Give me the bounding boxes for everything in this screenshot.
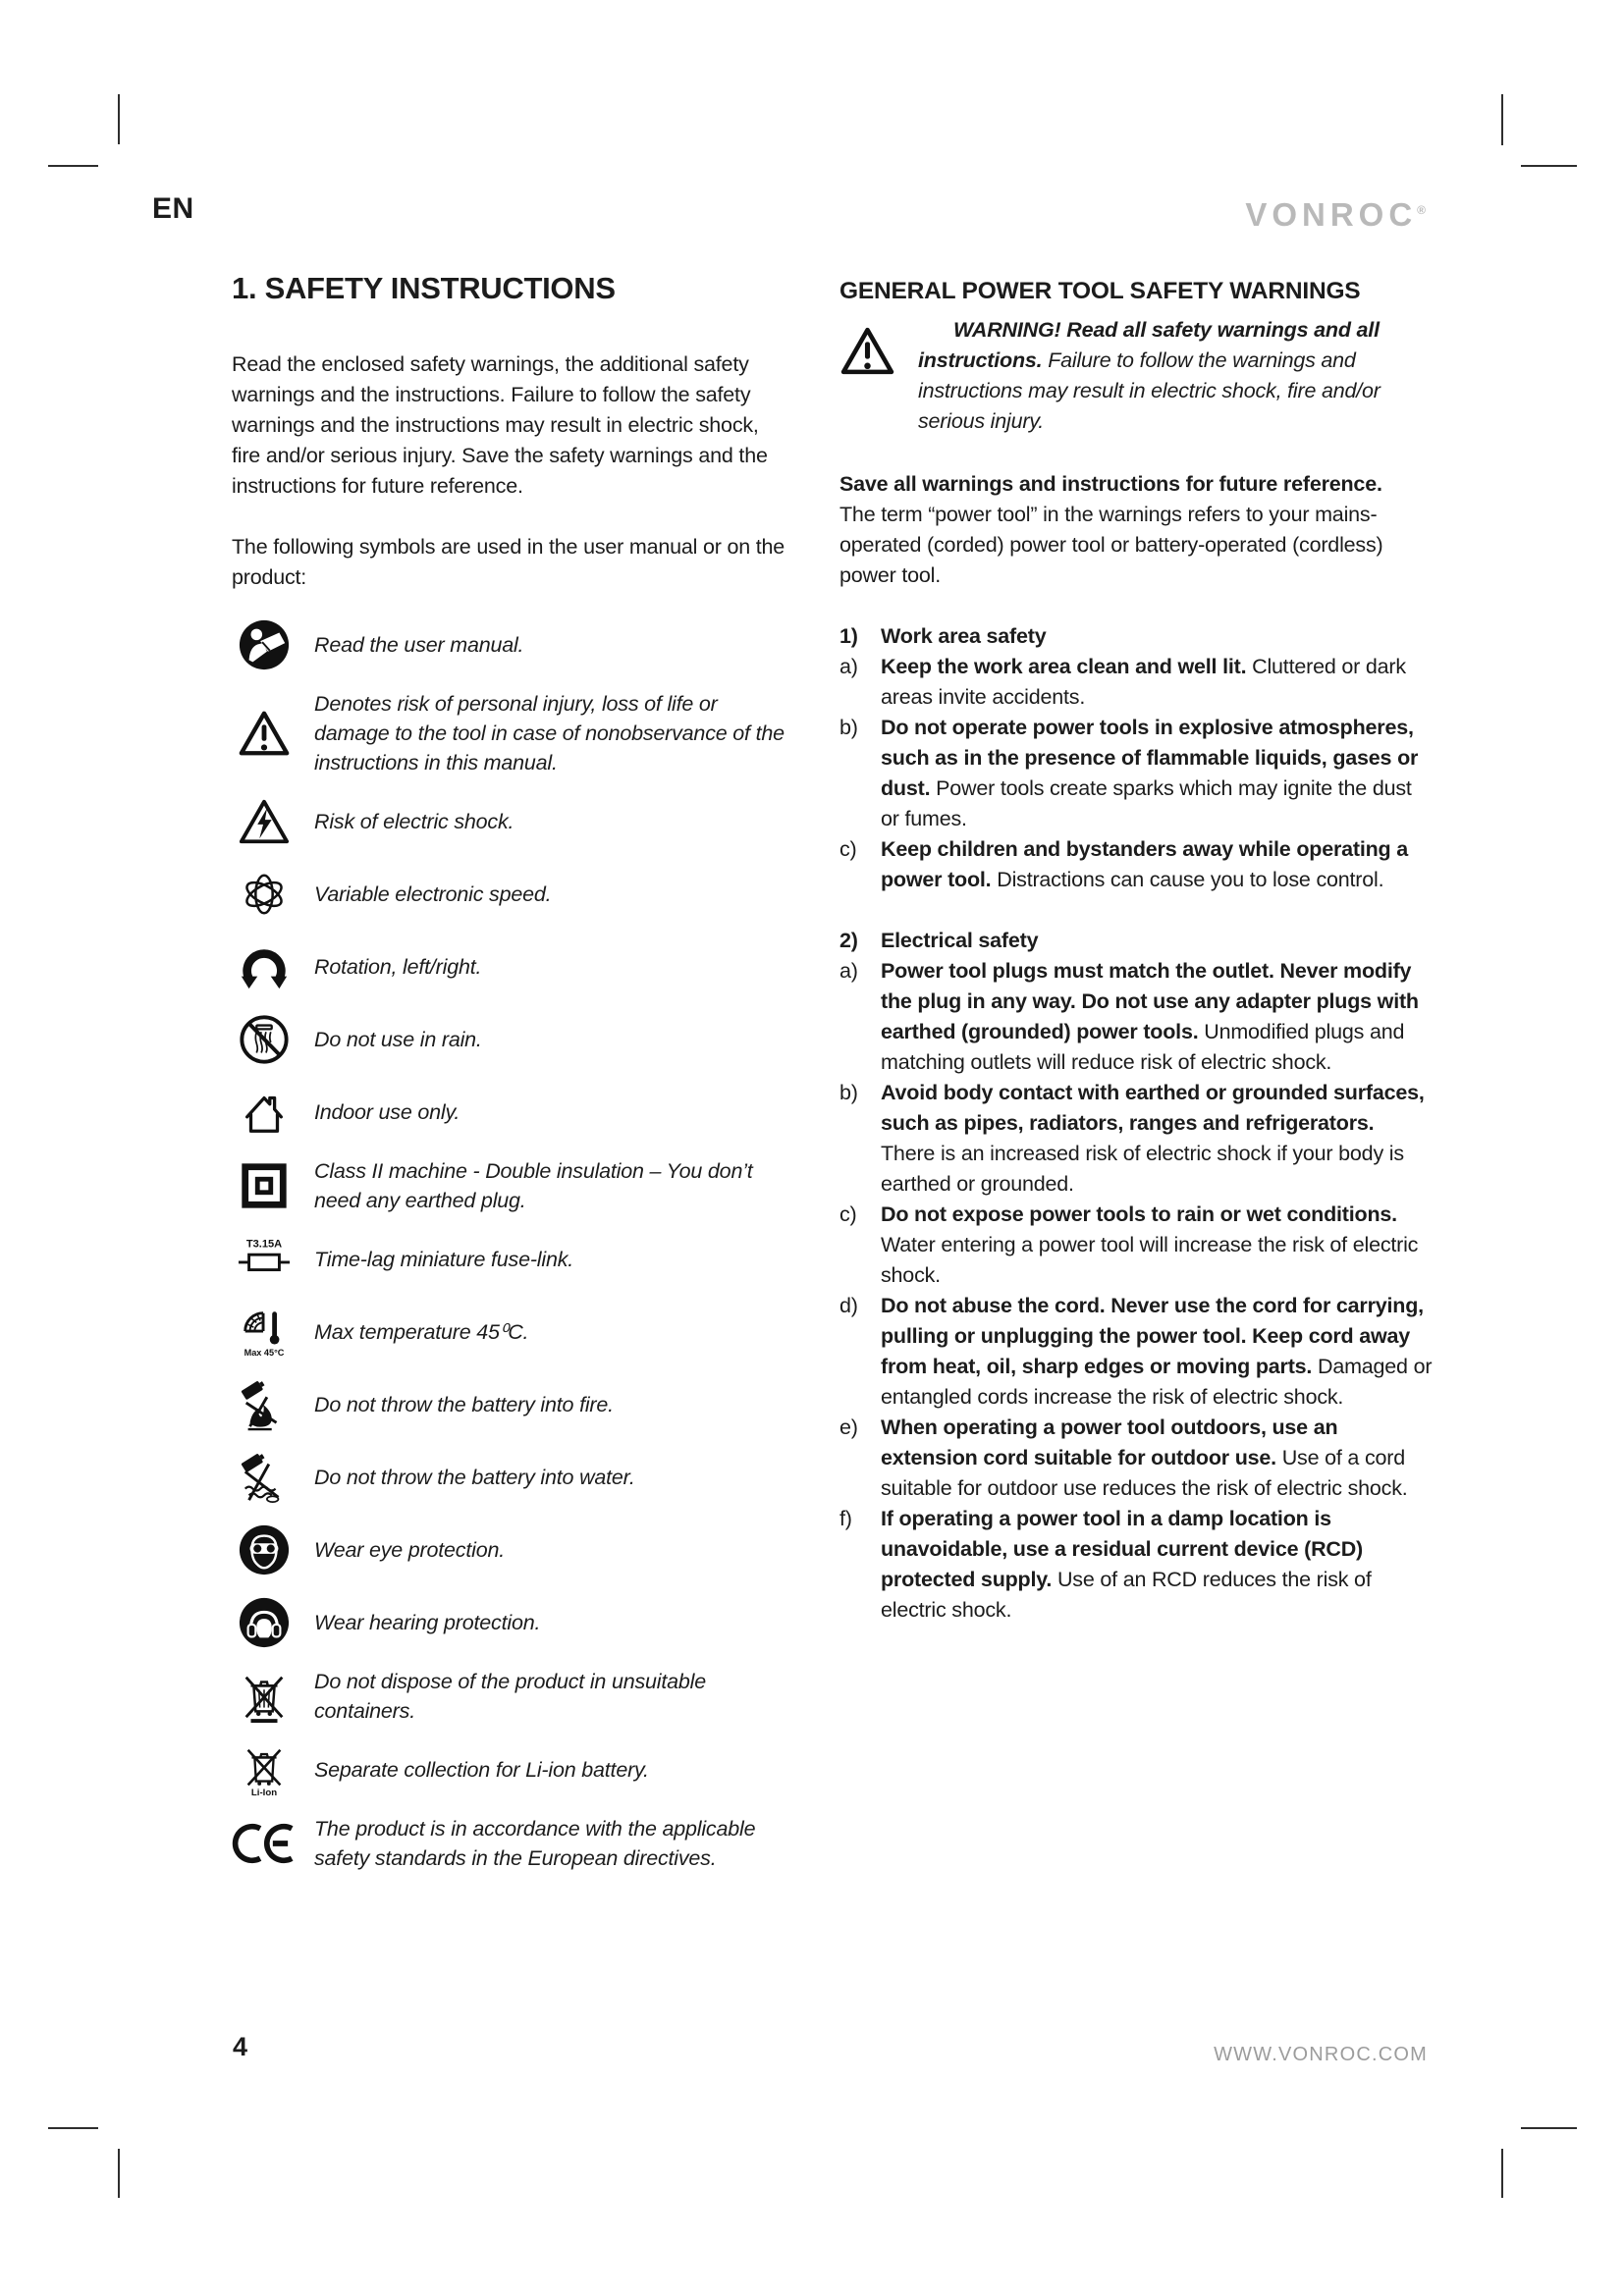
item-text	[881, 1291, 1433, 1413]
symbol-text: Risk of electric shock.	[314, 810, 514, 833]
section-heading	[839, 926, 1433, 956]
symbol-text: Class II machine - Double insulation – You don’t need any earthed plug.	[314, 1159, 753, 1212]
safety-item	[839, 713, 1433, 834]
page-number: 4	[233, 2032, 248, 2061]
symbol-text: Separate collection for Li-ion battery.	[314, 1758, 649, 1782]
warning-icon	[232, 707, 297, 760]
item-text-bold: Do not operate power tools in explosive atmospheres, such as in the presence of flammable liquids, gases or dust.	[881, 716, 1419, 800]
symbol-text: Time-lag miniature fuse-link.	[314, 1248, 574, 1271]
section-1-heading: 1. SAFETY INSTRUCTIONS	[232, 271, 616, 305]
symbol-text: Do not throw the battery into water.	[314, 1466, 635, 1489]
safety-item	[839, 1504, 1433, 1626]
item-text	[881, 652, 1433, 713]
symbol-text: Do not dispose of the product in unsuitable containers.	[314, 1670, 706, 1723]
symbol-row	[232, 1231, 789, 1288]
section-number: 1)	[839, 624, 858, 648]
language-tag: EN	[152, 192, 194, 225]
symbol-row	[232, 1011, 789, 1068]
safety-item	[839, 834, 1433, 895]
symbol-row	[232, 1304, 789, 1361]
max-temp-icon	[232, 1306, 297, 1359]
svg-text:Max 45°C: Max 45°C	[244, 1348, 285, 1359]
symbol-text: Read the user manual.	[314, 633, 524, 657]
safety-item	[839, 1291, 1433, 1413]
item-text	[881, 1200, 1433, 1291]
left-column	[232, 271, 789, 1889]
symbol-text: Indoor use only.	[314, 1100, 460, 1124]
symbol-row	[232, 616, 789, 673]
intro-paragraph: Read the enclosed safety warnings, the additional safety warnings and the instructions. Failure to follow the safety warnings and the instructions may result in electric shock, fire and/or serious injury. Save the safety warnings and the instructions for future reference.	[232, 352, 768, 498]
item-text-rest: Unmodified plugs and matching outlets will reduce risk of electric shock.	[881, 1020, 1405, 1074]
crop-mark	[118, 2149, 120, 2198]
symbols-intro-paragraph: The following symbols are used in the user manual or on the product:	[232, 535, 785, 589]
symbol-row	[232, 689, 789, 777]
item-text-rest: Use of a cord suitable for outdoor use reduces the risk of electric shock.	[881, 1446, 1408, 1500]
warning-icon	[839, 315, 900, 437]
item-label: f)	[839, 1507, 852, 1530]
waste-bin-icon	[232, 1670, 297, 1723]
crop-mark	[1501, 94, 1503, 145]
save-warnings-note: Save all warnings and instructions for future reference.	[839, 472, 1382, 496]
safety-item	[839, 1413, 1433, 1504]
symbol-row	[232, 1814, 789, 1873]
symbol-text: Wear hearing protection.	[314, 1611, 541, 1634]
brand-logo-text: VONROC	[1245, 196, 1418, 233]
indoor-use-icon	[232, 1086, 297, 1139]
trademark-mark: ®	[1417, 203, 1426, 217]
item-text-bold: Do not expose power tools to rain or wet conditions.	[881, 1202, 1397, 1226]
symbol-row	[232, 938, 789, 995]
item-text-bold: Avoid body contact with earthed or grounded surfaces, such as pipes, radiators, ranges and refrigerators.	[881, 1081, 1425, 1135]
website-url: WWW.VONROC.COM	[1214, 2044, 1428, 2065]
item-text	[881, 1078, 1433, 1200]
symbol-row	[232, 1741, 789, 1798]
brand-logo	[1245, 196, 1426, 234]
class-ii-icon	[232, 1159, 297, 1212]
general-warnings-heading: GENERAL POWER TOOL SAFETY WARNINGS	[839, 278, 1361, 304]
item-label: c)	[839, 837, 857, 861]
li-ion-icon	[232, 1743, 297, 1796]
item-text-bold: When operating a power tool outdoors, use an extension cord suitable for outdoor use.	[881, 1415, 1338, 1469]
item-text-rest: Power tools create sparks which may ignite the dust or fumes.	[881, 776, 1412, 830]
crop-mark	[48, 2127, 98, 2129]
item-label: a)	[839, 655, 858, 678]
item-label: b)	[839, 716, 858, 739]
symbol-row	[232, 1156, 789, 1215]
symbol-text: Rotation, left/right.	[314, 955, 482, 979]
item-text-rest: Water entering a power tool will increase the risk of electric shock.	[881, 1233, 1419, 1287]
symbol-text: Do not use in rain.	[314, 1028, 482, 1051]
warning-text-rest: Failure to follow the warnings and instructions may result in electric shock, fire and/or serious injury.	[918, 348, 1380, 433]
symbol-row	[232, 866, 789, 923]
warning-text-bold: WARNING! Read all safety warnings and all instructions.	[918, 318, 1380, 372]
symbol-row	[232, 1376, 789, 1433]
ce-icon	[232, 1821, 297, 1866]
safety-item	[839, 956, 1433, 1078]
item-text	[881, 713, 1433, 834]
item-text-rest: Damaged or entangled cords increase the risk of electric shock.	[881, 1355, 1433, 1409]
item-text-rest: There is an increased risk of electric shock if your body is earthed or grounded.	[881, 1142, 1404, 1196]
safety-section	[839, 926, 1433, 1626]
item-text-rest: Cluttered or dark areas invite accidents.	[881, 655, 1406, 709]
item-label: b)	[839, 1081, 858, 1104]
rotation-icon	[232, 940, 297, 993]
eye-protection-icon	[232, 1523, 297, 1576]
read-manual-icon	[232, 618, 297, 671]
svg-text:T3.15A: T3.15A	[245, 1238, 283, 1251]
symbol-row	[232, 1522, 789, 1578]
safety-item	[839, 652, 1433, 713]
item-text-bold: If operating a power tool in a damp location is unavoidable, use a residual current device (RCD) protected supply.	[881, 1507, 1364, 1591]
safety-section	[839, 621, 1433, 895]
item-text	[881, 1413, 1433, 1504]
symbol-row	[232, 793, 789, 850]
crop-mark	[118, 94, 120, 144]
no-rain-icon	[232, 1013, 297, 1066]
symbol-text: Max temperature 45⁰C.	[314, 1320, 529, 1344]
symbol-text: Do not throw the battery into fire.	[314, 1393, 614, 1416]
safety-item	[839, 1200, 1433, 1291]
crop-mark	[1501, 2149, 1503, 2198]
fuse-icon	[232, 1233, 297, 1286]
item-text	[881, 834, 1433, 895]
symbol-row	[232, 1667, 789, 1726]
right-column	[839, 278, 1433, 1626]
item-label: a)	[839, 959, 858, 983]
electric-shock-icon	[232, 795, 297, 848]
item-text	[881, 956, 1433, 1078]
section-number: 2)	[839, 929, 858, 952]
item-label: d)	[839, 1294, 858, 1317]
item-text	[881, 1504, 1433, 1626]
battery-fire-icon	[232, 1378, 297, 1431]
symbol-row	[232, 1084, 789, 1141]
symbols-list	[232, 616, 789, 1873]
symbol-text: Denotes risk of personal injury, loss of life or damage to the tool in case of nonobservance of the instructions in this manual.	[314, 692, 785, 774]
item-text-bold: Power tool plugs must match the outlet. Never modify the plug in any way. Do not use any adapter plugs with earthed (grounded) power tools.	[881, 959, 1419, 1043]
section-heading	[839, 621, 1433, 652]
symbol-text: Variable electronic speed.	[314, 882, 552, 906]
item-text-bold: Keep the work area clean and well lit.	[881, 655, 1247, 678]
hearing-protection-icon	[232, 1596, 297, 1649]
item-text-bold: Keep children and bystanders away while operating a power tool.	[881, 837, 1409, 891]
safety-sections	[839, 621, 1433, 1626]
warning-text	[900, 315, 1433, 437]
section-title: Electrical safety	[881, 929, 1039, 952]
power-tool-term-note: The term “power tool” in the warnings refers to your mains-operated (corded) power tool or battery-operated (cordless) power tool.	[839, 503, 1383, 587]
symbol-text: Wear eye protection.	[314, 1538, 505, 1562]
symbol-row	[232, 1449, 789, 1506]
section-title: Work area safety	[881, 624, 1047, 648]
svg-text:Li-Ion: Li-Ion	[250, 1788, 278, 1796]
safety-item	[839, 1078, 1433, 1200]
item-text-bold: Do not abuse the cord. Never use the cord for carrying, pulling or unplugging the power tool. Keep cord away from heat, oil, sharp edges or moving parts.	[881, 1294, 1424, 1378]
battery-water-icon	[232, 1451, 297, 1504]
symbol-text: The product is in accordance with the applicable safety standards in the European directives.	[314, 1817, 756, 1870]
item-label: c)	[839, 1202, 857, 1226]
warning-note	[839, 315, 1433, 437]
item-label: e)	[839, 1415, 858, 1439]
crop-mark	[1521, 165, 1577, 167]
variable-speed-icon	[232, 868, 297, 921]
symbol-row	[232, 1594, 789, 1651]
crop-mark	[1521, 2127, 1577, 2129]
crop-mark	[48, 165, 98, 167]
item-text-rest: Use of an RCD reduces the risk of electric shock.	[881, 1568, 1372, 1622]
item-text-rest: Distractions can cause you to lose control.	[991, 868, 1384, 891]
